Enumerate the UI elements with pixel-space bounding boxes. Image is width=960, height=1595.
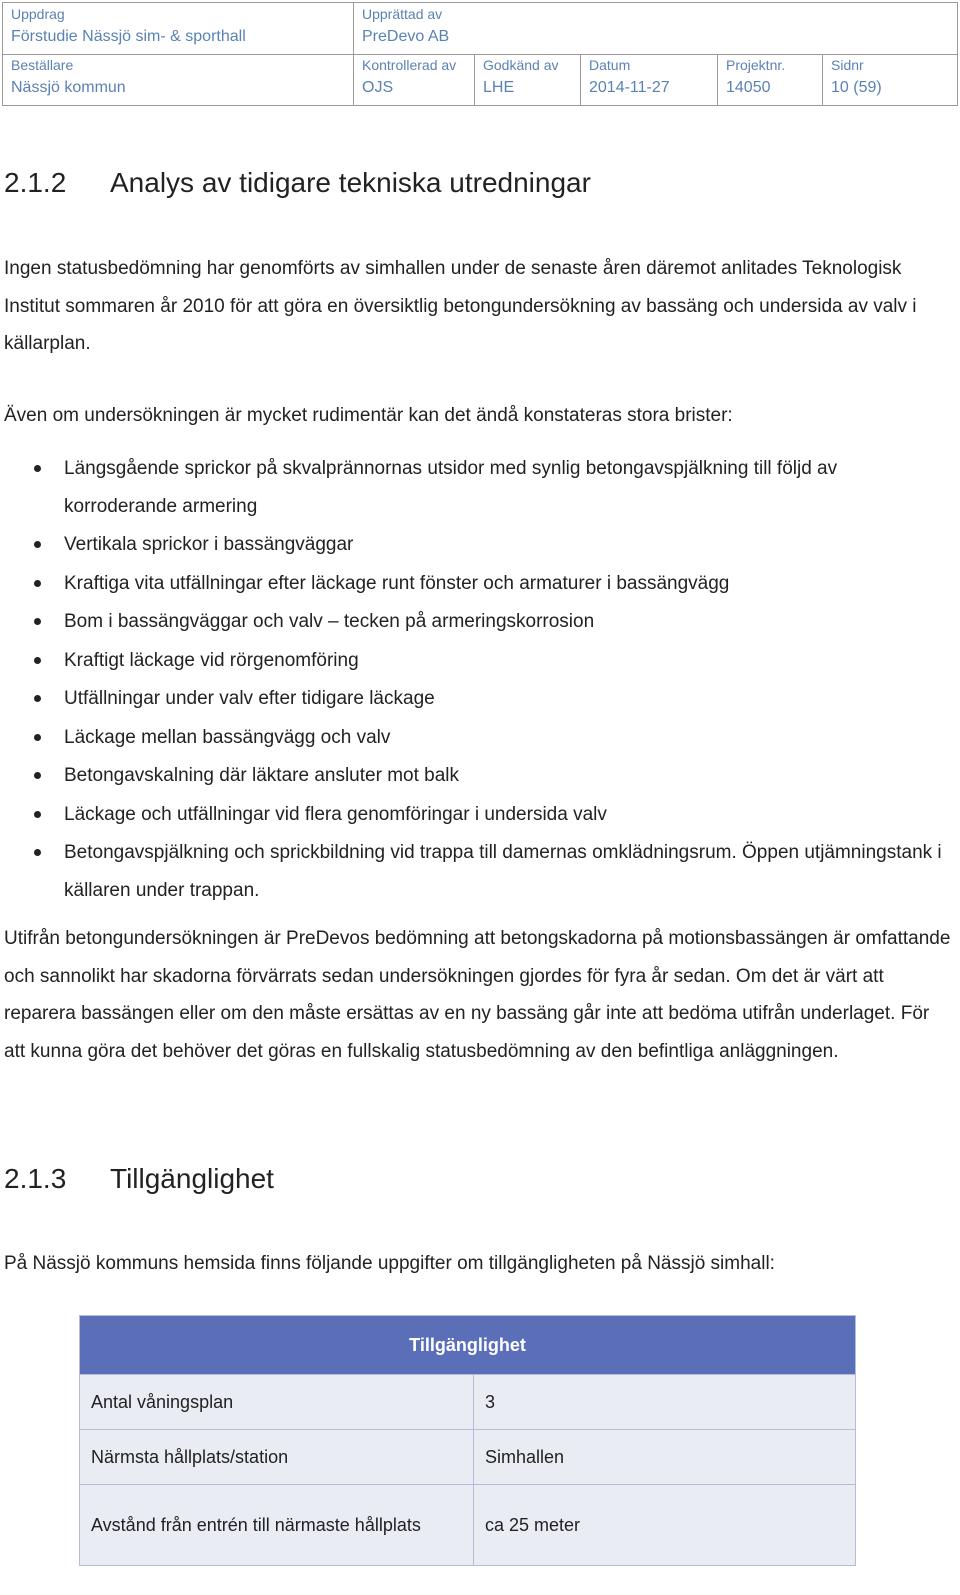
sidnr-cell	[822, 54, 957, 106]
list-item	[0, 450, 950, 525]
table-row	[80, 1375, 856, 1430]
datum-cell	[580, 54, 717, 106]
section-212-paragraph-3: Utifrån betongundersökningen är PreDevos bedömning att betongskadorna på motionsbassängen är omfattande och sannolikt har skadorna förvärrats sedan undersökningen gjordes för fyra år sedan. Om det är värt att reparera bassängen eller om den måste ersättas av en ny bassäng går inte att bedöma utifrån underlaget. För att kunna göra det behöver det göras en fullskalig statusbedömning av den befintliga anläggningen.	[4, 928, 951, 1062]
bullet-icon	[34, 849, 41, 856]
table-cell-key: Avstånd från entrén till närmaste hållplats	[80, 1485, 474, 1566]
bestallare-value: Nässjö kommun	[11, 79, 126, 96]
list-item-text: Kraftiga vita utfällningar efter läckage runt fönster och armaturer i bassängvägg	[64, 572, 730, 594]
uppdrag-label: Uppdrag	[11, 6, 65, 22]
section-213-paragraph: På Nässjö kommuns hemsida finns följande uppgifter om tillgängligheten på Nässjö simhall:	[4, 1253, 775, 1274]
upprattad-cell	[353, 3, 957, 54]
bullet-icon	[34, 657, 41, 664]
godkand-label: Godkänd av	[483, 57, 559, 73]
list-item-text: Längsgående sprickor på skvalprännornas utsidor med synlig betongavspjälkning till följd av korroderande armering	[64, 458, 838, 517]
sidnr-value: 10 (59)	[831, 79, 882, 96]
section-212-title: Analys av tidigare tekniska utredningar	[110, 167, 591, 198]
section-212-heading	[4, 166, 591, 200]
table-row	[80, 1430, 856, 1485]
header-row-2	[3, 54, 957, 106]
bullet-icon	[34, 465, 41, 472]
table-cell-value: Simhallen	[474, 1430, 856, 1485]
projektnr-label: Projektnr.	[726, 57, 786, 73]
datum-value: 2014-11-27	[589, 79, 670, 96]
list-item	[0, 719, 950, 757]
list-item-text: Läckage mellan bassängvägg och valv	[64, 726, 391, 748]
list-item-text: Betongavspjälkning och sprickbildning vid trappa till damernas omklädningsrum. Öppen utjämningstank i källaren under trappan.	[64, 842, 942, 901]
table-header: Tillgänglighet	[80, 1316, 856, 1375]
section-213-number: 2.1.3	[4, 1163, 67, 1194]
table-cell-value: 3	[474, 1375, 856, 1430]
table-row	[80, 1485, 856, 1566]
bullet-icon	[34, 772, 41, 779]
list-item	[0, 796, 950, 834]
list-item-text: Vertikala sprickor i bassängväggar	[64, 534, 354, 555]
section-212-paragraph-2: Även om undersökningen är mycket rudimentär kan det ändå konstateras stora brister:	[4, 405, 733, 426]
uppdrag-value: Förstudie Nässjö sim- & sporthall	[11, 28, 246, 45]
list-item	[0, 834, 950, 909]
bestallare-cell	[3, 54, 353, 106]
list-item-text: Bom i bassängväggar och valv – tecken på armeringskorrosion	[64, 611, 595, 632]
bullet-icon	[34, 695, 41, 702]
list-item	[0, 565, 950, 603]
upprattad-value: PreDevo AB	[362, 28, 450, 45]
projektnr-value: 14050	[726, 79, 771, 96]
list-item	[0, 757, 950, 795]
bullet-icon	[34, 734, 41, 741]
section-213-heading	[4, 1162, 274, 1196]
bullet-icon	[34, 811, 41, 818]
section-213-title: Tillgänglighet	[110, 1163, 274, 1194]
table-cell-key: Närmsta hållplats/station	[80, 1430, 474, 1485]
table-cell-value: ca 25 meter	[474, 1485, 856, 1566]
table-cell-key: Antal våningsplan	[80, 1375, 474, 1430]
list-item-text: Läckage och utfällningar vid flera genomföringar i undersida valv	[64, 803, 607, 825]
uppdrag-cell	[3, 3, 353, 54]
projektnr-cell	[717, 54, 822, 106]
list-item	[0, 680, 950, 718]
kontrollerad-cell	[353, 54, 474, 106]
section-212-paragraph-1: Ingen statusbedömning har genomförts av simhallen under de senaste åren däremot anlitades Teknologisk Institut sommaren år 2010 för att göra en översiktlig betongundersökning av bassäng och undersida av valv i källarplan.	[4, 258, 917, 354]
list-item	[0, 603, 950, 641]
document-header	[2, 2, 958, 106]
sidnr-label: Sidnr	[831, 57, 864, 73]
list-item-text: Kraftigt läckage vid rörgenomföring	[64, 649, 359, 671]
section-212-number: 2.1.2	[4, 167, 67, 198]
list-item	[0, 642, 950, 680]
damage-list	[0, 450, 950, 910]
bullet-icon	[34, 618, 41, 625]
kontrollerad-value: OJS	[362, 79, 394, 96]
godkand-cell	[474, 54, 580, 106]
kontrollerad-label: Kontrollerad av	[362, 57, 457, 73]
list-item-text: Betongavskalning där läktare ansluter mot balk	[64, 765, 460, 786]
list-item-text: Utfällningar under valv efter tidigare läckage	[64, 688, 435, 709]
datum-label: Datum	[589, 57, 631, 73]
bestallare-label: Beställare	[11, 57, 74, 73]
bullet-icon	[34, 541, 41, 548]
godkand-value: LHE	[483, 79, 515, 96]
upprattad-label: Upprättad av	[362, 6, 443, 22]
list-item	[0, 526, 950, 564]
bullet-icon	[34, 580, 41, 587]
table-header-row	[80, 1316, 856, 1375]
header-row-1	[3, 3, 957, 55]
accessibility-table	[79, 1315, 856, 1566]
